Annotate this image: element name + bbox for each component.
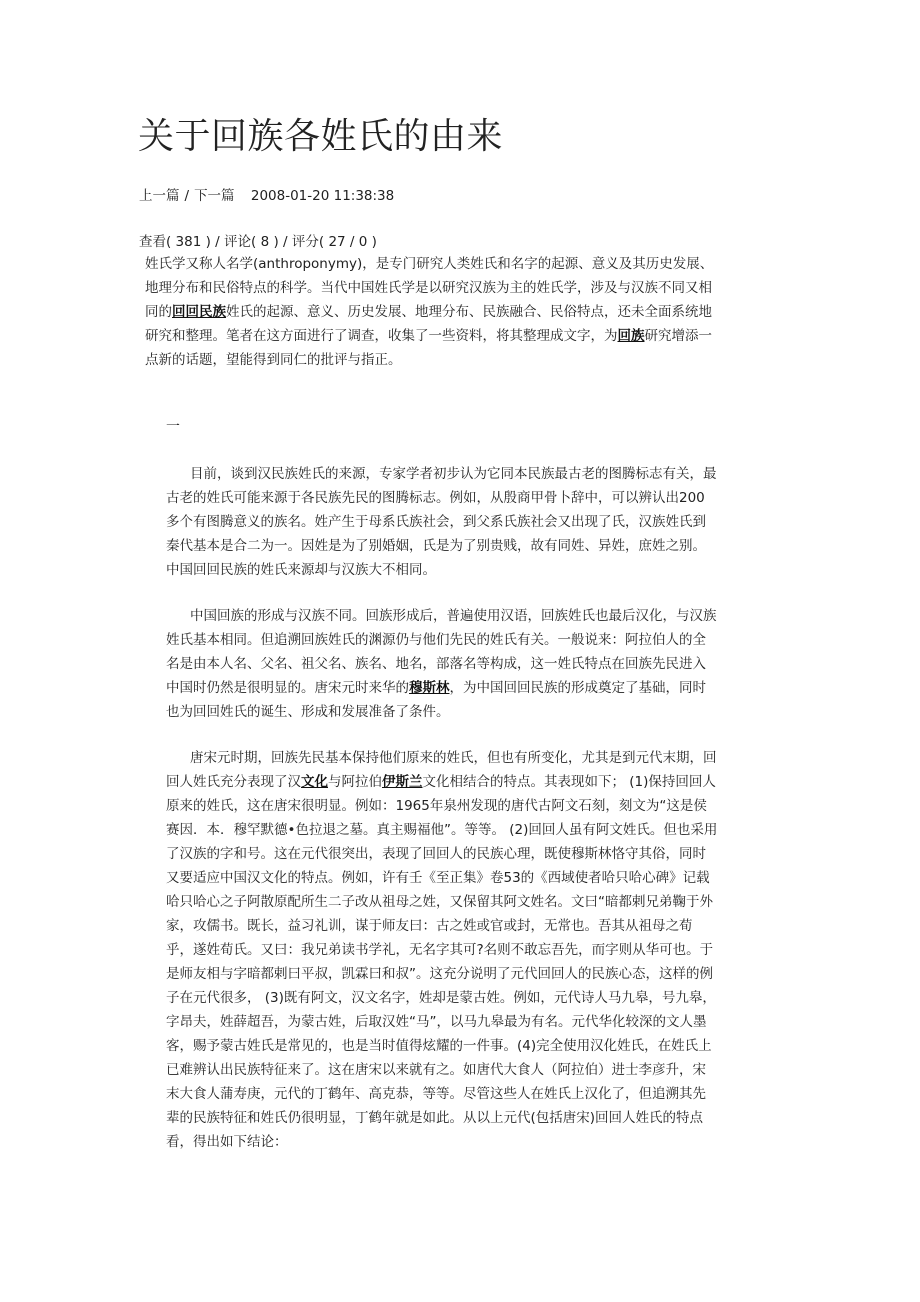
p2-text-b: ，为中国回回民族的形成奠定了基础，同时也为回回姓氏的诞生、形成和发展准备了条件。	[166, 680, 706, 720]
publish-datetime: 2008-01-20 11:38:38	[250, 188, 395, 204]
paragraph-3	[166, 746, 718, 1154]
next-article-link[interactable]: 下一篇	[194, 188, 235, 204]
intro-text-a: 姓氏学又称人名学(anthroponymy)，是专门研究人类姓氏和名字的起源、意义及其历史发展、地理分布和民俗特点的科学。当代中国姓氏学是以研究汉族为主的姓氏学，涉及与汉族不同又相同的	[145, 256, 714, 320]
comments-count[interactable]: 评论( 8 )	[224, 234, 279, 250]
p3-text-a: 唐宋元时期，回族先民基本保持他们原来的姓氏，但也有所变化，尤其是到元代末期，回回人姓氏充分表现了汉	[166, 750, 717, 790]
article-title: 关于回族各姓氏的由来	[138, 116, 504, 157]
link-hui-nation[interactable]: 回族	[617, 328, 645, 344]
p2-text-a: 中国回族的形成与汉族不同。回族形成后，普遍使用汉语，回族姓氏也最后汉化，与汉族姓氏基本相同。但追溯回族姓氏的渊源仍与他们先民的姓氏有关。一般说来：阿拉伯人的全名是由本人名、父名、祖父名、族名、地名，部落名等构成，这一姓氏特点在回族先民进入中国时仍然是很明显的。唐宋元时来华的	[166, 608, 717, 696]
link-culture[interactable]: 文化	[301, 774, 328, 790]
p3-text-c: 文化相结合的特点。其表现如下； (1)保持回回人原来的姓氏，这在唐宋很明显。例如：1965年泉州发现的唐代古阿文石刻，刻文为“这是侯赛因．本．穆罕默德•色拉退之墓。真主赐福他”。等等。 (2)回回人虽有阿文姓氏。但也采用了汉族的字和号。这在元代很突出，表现了回回人的民族心理，既使穆斯林恪守其俗，同时又要适应中国汉文化的特点。例如，许有壬《至正集》卷53的《西域使者哈只哈心碑》记载哈只哈心之子阿散原配所生二子改从祖母之姓，又保留其阿文姓名。文曰“暗都剌兄弟鞠于外家，攻儒书。既长，益习礼训，谋于师友曰：古之姓或官或封，无常也。吾其从祖母之荀乎，遂姓荀氏。又曰：我兄弟读书学礼，无名字其可?名则不敢忘吾先，而字则从华可也。于是师友相与字暗都剌曰平叔，凯霖曰和叔”。这充分说明了元代回回人的民族心态，这样的例子在元代很多， (3)既有阿文，汉文名字，姓却是蒙古姓。例如，元代诗人马九皋，号九皋，字昂夫，姓薛超吾，为蒙古姓，后取汉姓“马”，以马九皋最为有名。元代华化较深的文人墨客，赐予蒙古姓氏是常见的，也是当时值得炫耀的一件事。(4)完全使用汉化姓氏，在姓氏上已难辨认出民族特征来了。这在唐宋以来就有之。如唐代大食人（阿拉伯）进士李彦升，宋末大食人蒲寿庚，元代的丁鹤年、高克恭，等等。尽管这些人在姓氏上汉化了，但追溯其先辈的民族特征和姓氏仍很明显，丁鹤年就是如此。从以上元代(包括唐宋)回回人姓氏的特点看，得出如下结论：	[166, 774, 718, 1150]
paragraph-2	[166, 604, 718, 724]
link-muslim[interactable]: 穆斯林	[409, 680, 450, 696]
prev-article-link[interactable]: 上一篇	[139, 188, 180, 204]
views-count: 查看( 381 )	[139, 234, 211, 250]
article-stats: 查看( 381 ) / 评论( 8 ) / 评分( 27 / 0 )	[139, 234, 377, 250]
p3-text-b: 与阿拉伯	[328, 774, 382, 790]
section-number: 一	[166, 419, 180, 435]
paragraph-1: 目前，谈到汉民族姓氏的来源，专家学者初步认为它同本民族最古老的图腾标志有关，最古老的姓氏可能来源于各民族先民的图腾标志。例如，从殷商甲骨卜辞中，可以辨认出200多个有图腾意义的族名。姓产生于母系氏族社会，到父系氏族社会又出现了氏，汉族姓氏到秦代基本是合二为一。因姓是为了别婚姻，氏是为了别贵贱，故有同姓、异姓，庶姓之别。中国回回民族的姓氏来源却与汉族大不相同。	[166, 466, 717, 578]
link-huihui-nation[interactable]: 回回民族	[172, 304, 226, 320]
nav-separator: /	[184, 188, 190, 204]
intro-paragraph	[145, 252, 715, 372]
intro-text-c: 研究增添一点新的话题，望能得到同仁的批评与指正。	[145, 328, 712, 368]
article-nav	[139, 184, 394, 204]
link-islam[interactable]: 伊斯兰	[382, 774, 423, 790]
score-count: 评分( 27 / 0 )	[291, 234, 377, 250]
intro-text-b: 姓氏的起源、意义、历史发展、地理分布、民族融合、民俗特点，还未全面系统地研究和整理。笔者在这方面进行了调查，收集了一些资料，将其整理成文字，为	[145, 304, 712, 344]
